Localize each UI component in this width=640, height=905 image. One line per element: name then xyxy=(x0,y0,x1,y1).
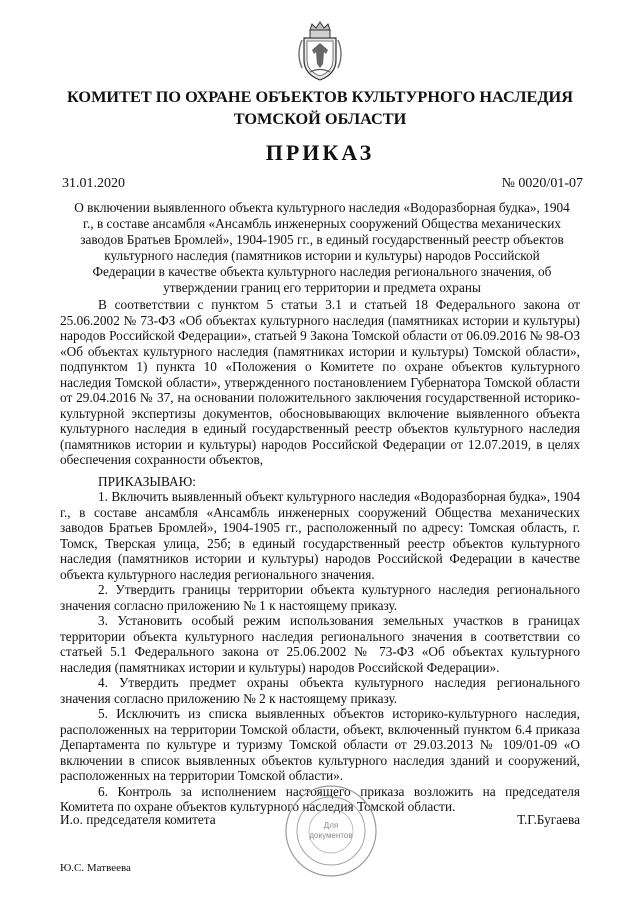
svg-text:Для: Для xyxy=(323,821,339,830)
preamble-paragraph: В соответствии с пунктом 5 статьи 3.1 и статьей 18 Федерального закона от 25.06.2002 № 73-ФЗ «Об объектах культурного наследия (памятниках истории и культуры) народов Российской Федерации», статьей 9 Закона Томской области от 06.09.2016 № 98-ОЗ «Об объектах культурного наследия (памятниках истории и культуры) Томской области», подпунктом 1) пункта 10 «Положения о Комитете по охране объектов культурного наследия Томской области», утвержденного постановлением Губернатора Томской области от 29.04.2016 № 37, на основании положительного заключения государственной историко-культурной экспертизы документов, обосновывающих включение выявленного объекта культурного наследия в единый государственный реестр объектов культурного наследия (памятников истории и культуры) народов Российской Федерации от 12.07.2019, в целях обеспечения сохранности объектов, xyxy=(60,297,580,467)
order-item-3: 3. Установить особый режим использования земельных участков в границах территории объекта культурного наследия регионального значения в соответствии со статьей 5.1 Федерального закона от 25.06.2002 № 73-ФЗ «Об объектах культурного наследия (памятниках истории и культуры) народов Российской Федерации». xyxy=(60,613,580,675)
document-date: 31.01.2020 xyxy=(62,176,125,191)
executor-name: Ю.С. Матвеева xyxy=(60,862,131,874)
signatory-title: И.о. председателя комитета xyxy=(60,812,216,827)
coat-of-arms-emblem xyxy=(294,20,346,82)
document-subject: О включении выявленного объекта культурного наследия «Водоразборная будка», 1904 г., в составе ансамбля «Ансамбль инженерных сооружений Общества механических заводов Братьев Бромлей», 1904-1905 гг., в единый государственный реестр объектов культурного наследия (памятников истории и культуры) народов Российской Федерации в качестве объекта культурного наследия регионального значения, об утверждении границ его территории и предмета охраны xyxy=(74,200,570,295)
document-number: № 0020/01-07 xyxy=(501,176,583,191)
signatory-name: Т.Г.Бугаева xyxy=(517,812,580,827)
order-word: ПРИКАЗЫВАЮ: xyxy=(98,473,196,489)
document-type-title: ПРИКАЗ xyxy=(265,140,375,165)
svg-text:документов: документов xyxy=(309,831,353,840)
order-item-1: 1. Включить выявленный объект культурного наследия «Водоразборная будка», 1904 г., в составе ансамбля «Ансамбль инженерных сооружений Общества механических заводов Братьев Бромлей», 1904-1905 гг., расположенный по адресу: Томская область, г. Томск, Тверская улица, 25б; в единый государственный реестр объектов культурного наследия (памятников истории и культуры) народов Российской Федерации в качестве объекта культурного наследия регионального значения. xyxy=(60,489,580,582)
document-body xyxy=(60,297,580,815)
official-seal-stamp xyxy=(283,783,379,879)
order-item-6: 6. Контроль за исполнением настоящего приказа возложить на председателя Комитета по охране объектов культурного наследия Томской области. xyxy=(60,783,580,814)
order-item-5: 5. Исключить из списка выявленных объектов историко-культурного наследия, расположенных на территории Томской области, объект, включенный пунктом 6.4 приказа Департамента по культуре и туризму Томской области от 29.03.2013 № 109/01-09 «О включении в список выявленных объектов культурного наследия зданий и сооружений, расположенных на территории Томской области». xyxy=(60,706,580,783)
organization-name-line2: ТОМСКОЙ ОБЛАСТИ xyxy=(233,109,407,128)
organization-name xyxy=(0,86,640,130)
order-item-2: 2. Утвердить границы территории объекта культурного наследия регионального значения согласно приложению № 1 к настоящему приказу. xyxy=(60,582,580,613)
organization-name-line1: КОМИТЕТ ПО ОХРАНЕ ОБЪЕКТОВ КУЛЬТУРНОГО НАСЛЕДИЯ xyxy=(67,87,573,106)
order-item-4: 4. Утвердить предмет охраны объекта культурного наследия регионального значения согласно приложению № 2 к настоящему приказу. xyxy=(60,675,580,706)
